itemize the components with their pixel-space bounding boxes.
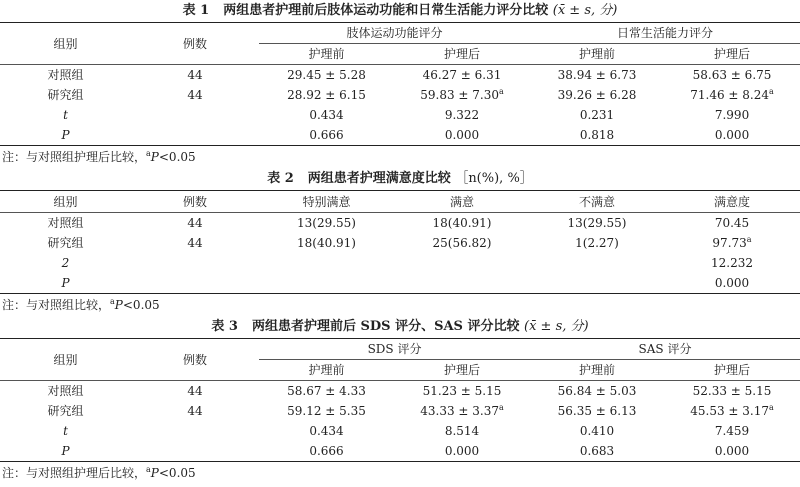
table-row: [0, 421, 800, 441]
header-group: 组别: [0, 191, 131, 213]
subheader: 护理后: [664, 360, 800, 381]
table-cell: 56.35 ± 6.13: [557, 404, 637, 418]
row-count: [131, 273, 259, 294]
table-cell: 0.000: [714, 444, 750, 458]
header-count: 例数: [131, 23, 259, 65]
table-cell: 0.231: [579, 108, 615, 122]
table-cell: 7.990: [714, 108, 750, 122]
significance-mark: a: [769, 403, 774, 412]
table-cell: 52.33 ± 5.15: [692, 384, 772, 398]
table1-number: 表 1: [182, 3, 210, 18]
table2-body: [0, 213, 800, 294]
table-cell: 97.73$^a$: [712, 235, 752, 250]
table2: [0, 190, 800, 294]
table-cell: 0.000: [714, 276, 750, 290]
subheader: 护理前: [259, 44, 394, 65]
row-label: 2: [61, 256, 70, 270]
row-label: 对照组: [47, 68, 84, 82]
row-label: P: [61, 276, 70, 290]
header-span-sds: SDS 评分: [259, 339, 530, 360]
table-cell: 0.666: [309, 444, 344, 458]
significance-mark: a: [746, 235, 752, 244]
subheader: 护理前: [259, 360, 394, 381]
table-cell: 45.53 ± 3.17$^a$: [690, 403, 774, 418]
table-cell: [394, 253, 530, 273]
table1: [0, 22, 800, 146]
table-row: [0, 125, 800, 146]
header-satisfied: 满意: [394, 191, 530, 213]
table-row: [0, 381, 800, 402]
header-very-satisfied: 特别满意: [259, 191, 394, 213]
table-cell: 13(29.55): [567, 216, 627, 230]
table3-number: 表 3: [211, 319, 238, 334]
significance-mark: a: [769, 87, 774, 96]
table-cell: 9.322: [444, 108, 480, 122]
row-count: 44: [187, 236, 203, 250]
header-span-motor: 肢体运动功能评分: [259, 23, 530, 44]
row-count: [131, 253, 259, 273]
table-cell: 29.45 ± 5.28: [287, 68, 366, 82]
table3-footnote: 注：与对照组护理后比较，$^a$P<0.05: [2, 465, 196, 480]
table1-stat: (x̄ ± s, 分): [552, 3, 618, 18]
table2-number: 表 2: [267, 171, 294, 186]
table-cell: 43.33 ± 3.37$^a$: [420, 403, 504, 418]
row-count: 44: [187, 68, 203, 82]
subheader: 护理前: [530, 360, 664, 381]
table-cell: 0.434: [309, 424, 344, 438]
table1-title: 两组患者护理前后肢体运动功能和日常生活能力评分比较: [223, 3, 549, 18]
table3-caption: [0, 316, 800, 338]
table-cell: 12.232: [711, 256, 753, 270]
row-label: t: [63, 424, 68, 438]
table-cell: [259, 273, 394, 294]
row-count: 44: [187, 404, 203, 418]
row-count: [131, 421, 259, 441]
row-count: 44: [187, 216, 203, 230]
table-cell: 0.683: [579, 444, 615, 458]
row-label: P: [61, 128, 70, 142]
table-cell: [259, 253, 394, 273]
table-cell: 25(56.82): [432, 236, 492, 250]
row-count: [131, 441, 259, 462]
table-cell: 7.459: [714, 424, 750, 438]
header-group: 组别: [0, 339, 131, 381]
subheader: 护理前: [530, 44, 664, 65]
table-cell: 8.514: [444, 424, 480, 438]
table-cell: 46.27 ± 6.31: [422, 68, 502, 82]
table-row: [0, 85, 800, 105]
header-count: 例数: [131, 191, 259, 213]
table-cell: 0.000: [444, 444, 480, 458]
table-cell: 0.000: [714, 128, 750, 142]
table-cell: 13(29.55): [297, 216, 356, 230]
table3: [0, 338, 800, 462]
table-cell: 28.92 ± 6.15: [287, 88, 366, 102]
header-count: 例数: [131, 339, 259, 381]
table-row: [0, 65, 800, 86]
table-cell: 58.67 ± 4.33: [287, 384, 366, 398]
table3-stat: (x̄ ± s, 分): [524, 319, 589, 334]
table-row: [0, 233, 800, 253]
table1-caption: [0, 0, 800, 22]
table-row: [0, 273, 800, 294]
table3-body: [0, 381, 800, 462]
table-cell: 56.84 ± 5.03: [557, 384, 637, 398]
subheader: 护理后: [664, 44, 800, 65]
table-cell: 0.000: [444, 128, 480, 142]
table-row: [0, 441, 800, 462]
table-cell: 1(2.27): [575, 236, 619, 250]
header-dissatisfied: 不满意: [530, 191, 664, 213]
table1-body: [0, 65, 800, 146]
table-cell: 0.434: [309, 108, 344, 122]
table2-caption: [0, 168, 800, 190]
table3-title: 两组患者护理前后 SDS 评分、SAS 评分比较: [251, 319, 520, 334]
table-cell: 51.23 ± 5.15: [422, 384, 502, 398]
header-span-sas: SAS 评分: [530, 339, 800, 360]
table-cell: 18(40.91): [297, 236, 356, 250]
row-label: 对照组: [47, 384, 84, 398]
header-satisfaction-rate: 满意度: [664, 191, 800, 213]
header-span-adl: 日常生活能力评分: [530, 23, 800, 44]
row-label: 研究组: [47, 404, 84, 418]
table-cell: [394, 273, 530, 294]
row-count: [131, 105, 259, 125]
table-cell: 0.666: [309, 128, 344, 142]
table-cell: 71.46 ± 8.24$^a$: [690, 87, 774, 102]
table-cell: [530, 253, 664, 273]
table2-title: 两组患者护理满意度比较: [307, 171, 451, 186]
table-cell: 59.12 ± 5.35: [287, 404, 366, 418]
table-cell: 18(40.91): [432, 216, 492, 230]
row-count: 44: [187, 88, 203, 102]
significance-mark: a: [499, 403, 504, 412]
row-label: 对照组: [47, 216, 84, 230]
row-count: [131, 125, 259, 146]
table2-stat: ［n(%), %］: [455, 171, 533, 186]
table-row: [0, 253, 800, 273]
row-count: 44: [187, 384, 203, 398]
table-cell: [530, 273, 664, 294]
table-row: [0, 401, 800, 421]
table-cell: 58.63 ± 6.75: [692, 68, 772, 82]
table-cell: 0.410: [579, 424, 615, 438]
subheader: 护理后: [394, 360, 530, 381]
table-cell: 59.83 ± 7.30$^a$: [420, 87, 504, 102]
row-label: t: [63, 108, 68, 122]
subheader: 护理后: [394, 44, 530, 65]
table-cell: 39.26 ± 6.28: [557, 88, 637, 102]
row-label: 研究组: [47, 88, 84, 102]
header-group: 组别: [0, 23, 131, 65]
significance-mark: a: [499, 87, 504, 96]
table-cell: 38.94 ± 6.73: [557, 68, 637, 82]
table-row: [0, 105, 800, 125]
row-label: 研究组: [47, 236, 84, 250]
table-cell: 70.45: [714, 216, 750, 230]
table-row: [0, 213, 800, 234]
table2-footnote: 注：与对照组比较，$^a$P<0.05: [2, 297, 160, 312]
table-cell: 0.818: [579, 128, 615, 142]
row-label: P: [61, 444, 70, 458]
table1-footnote: 注：与对照组护理后比较，$^a$P<0.05: [2, 149, 196, 164]
